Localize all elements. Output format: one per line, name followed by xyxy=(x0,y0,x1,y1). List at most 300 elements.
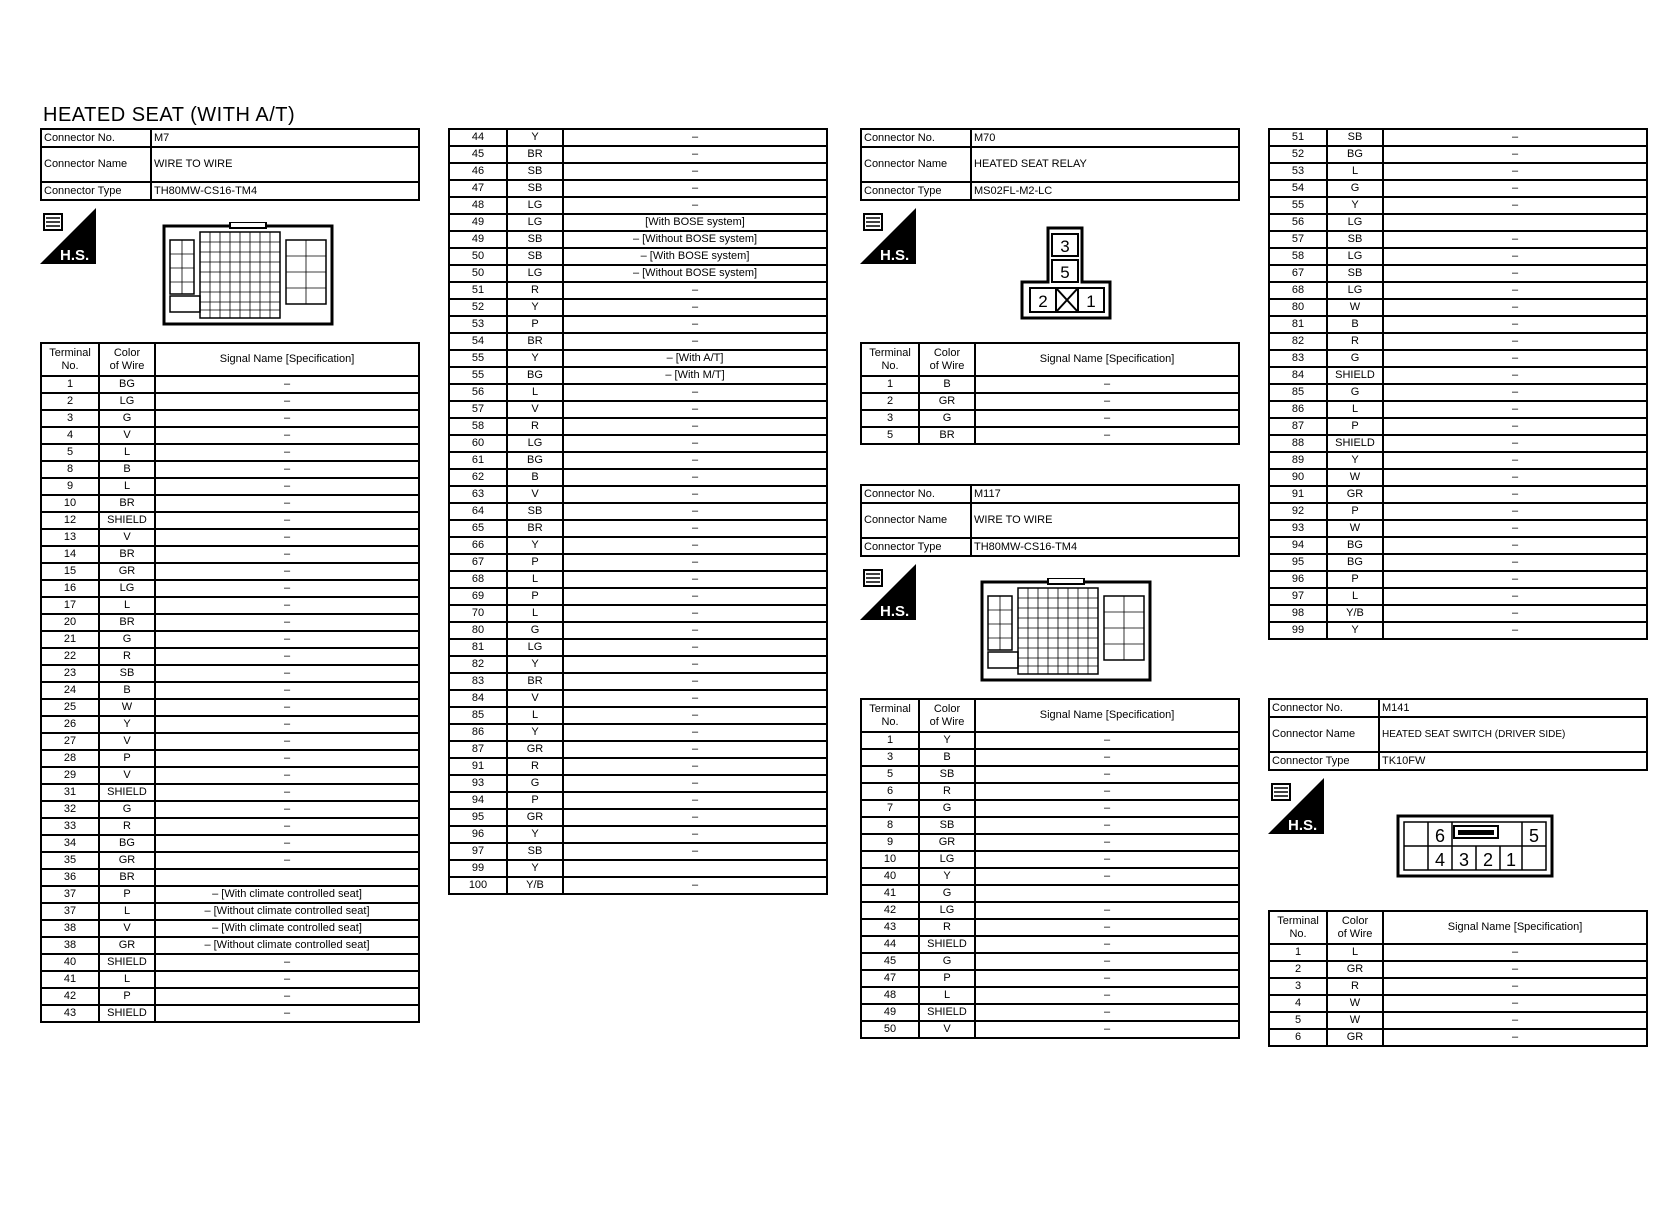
cell-signal: – xyxy=(563,520,827,537)
table-row xyxy=(41,818,419,835)
label-connector-no: Connector No. xyxy=(861,485,971,503)
cell-color: BG xyxy=(1327,554,1383,571)
cell-terminal: 55 xyxy=(1269,197,1327,214)
connector-no-value: M141 xyxy=(1379,699,1647,717)
cell-signal: – xyxy=(1383,944,1647,961)
cell-signal: – xyxy=(975,800,1239,817)
table-row xyxy=(41,852,419,869)
table-row xyxy=(861,732,1239,749)
table-row xyxy=(861,427,1239,444)
table-row xyxy=(861,800,1239,817)
cell-color: W xyxy=(1327,995,1383,1012)
pin-label: 6 xyxy=(1434,826,1446,846)
cell-terminal: 69 xyxy=(449,588,507,605)
cell-signal xyxy=(155,869,419,886)
cell-signal: – xyxy=(155,852,419,869)
cell-signal: – xyxy=(975,970,1239,987)
cell-color: SB xyxy=(1327,231,1383,248)
cell-terminal: 58 xyxy=(1269,248,1327,265)
cell-color: G xyxy=(99,410,155,427)
table-row xyxy=(449,163,827,180)
cell-terminal: 97 xyxy=(449,843,507,860)
cell-signal: – xyxy=(1383,180,1647,197)
cell-signal: – xyxy=(975,393,1239,410)
table-row xyxy=(449,826,827,843)
cell-color: Y/B xyxy=(1327,605,1383,622)
table-row xyxy=(41,886,419,903)
table-row xyxy=(41,682,419,699)
connector-type-value: TH80MW-CS16-TM4 xyxy=(151,182,419,200)
cell-signal: – xyxy=(975,749,1239,766)
table-row xyxy=(1269,622,1647,639)
table-row xyxy=(861,393,1239,410)
cell-terminal: 7 xyxy=(861,800,919,817)
cell-color: L xyxy=(507,384,563,401)
cell-signal: – xyxy=(155,801,419,818)
hs-label: H.S. xyxy=(60,247,90,264)
cell-color: L xyxy=(507,707,563,724)
cell-color: BG xyxy=(1327,146,1383,163)
cell-color: Y xyxy=(507,299,563,316)
cell-terminal: 49 xyxy=(449,214,507,231)
cell-signal: – xyxy=(155,393,419,410)
table-row xyxy=(449,724,827,741)
cell-signal: – xyxy=(563,605,827,622)
cell-color: L xyxy=(99,971,155,988)
cell-terminal: 37 xyxy=(41,886,99,903)
cell-signal: – xyxy=(975,766,1239,783)
cell-terminal: 2 xyxy=(861,393,919,410)
cell-terminal: 85 xyxy=(1269,384,1327,401)
cell-color: B xyxy=(99,682,155,699)
table-row xyxy=(861,987,1239,1004)
cell-color: L xyxy=(507,605,563,622)
table-body xyxy=(861,376,1239,444)
label-connector-name: Connector Name xyxy=(861,503,971,538)
cell-color: R xyxy=(1327,978,1383,995)
table-row xyxy=(1269,588,1647,605)
table-row xyxy=(449,452,827,469)
cell-color: SHIELD xyxy=(99,1005,155,1022)
cell-terminal: 94 xyxy=(449,792,507,809)
cell-color: Y xyxy=(507,724,563,741)
cell-color: Y xyxy=(507,826,563,843)
cell-signal: – xyxy=(563,316,827,333)
cell-signal: – xyxy=(1383,367,1647,384)
cell-color: V xyxy=(99,529,155,546)
cell-color: G xyxy=(919,885,975,902)
cell-color: W xyxy=(1327,299,1383,316)
cell-color: GR xyxy=(919,393,975,410)
table-row xyxy=(41,988,419,1005)
terminal-table-m117-b xyxy=(1268,128,1648,640)
table-row xyxy=(1269,180,1647,197)
cell-signal: – xyxy=(563,180,827,197)
table-row xyxy=(1269,469,1647,486)
cell-color: B xyxy=(507,469,563,486)
cell-terminal: 3 xyxy=(41,410,99,427)
table-row xyxy=(41,869,419,886)
cell-signal: – xyxy=(563,656,827,673)
table-body xyxy=(449,129,827,894)
cell-terminal: 51 xyxy=(449,282,507,299)
cell-terminal: 66 xyxy=(449,537,507,554)
cell-terminal: 34 xyxy=(41,835,99,852)
cell-terminal: 1 xyxy=(861,376,919,393)
cell-signal: – xyxy=(975,868,1239,885)
cell-signal: – xyxy=(155,461,419,478)
hs-icon xyxy=(1268,778,1324,834)
cell-color: V xyxy=(919,1021,975,1038)
pin-label: 1 xyxy=(1086,292,1096,311)
cell-color: BG xyxy=(99,376,155,393)
cell-signal: – xyxy=(975,1004,1239,1021)
table-row xyxy=(41,903,419,920)
table-row xyxy=(449,690,827,707)
cell-signal: – xyxy=(975,936,1239,953)
cell-signal: – xyxy=(563,129,827,146)
cell-signal: – xyxy=(563,469,827,486)
cell-color: LG xyxy=(1327,214,1383,231)
table-row xyxy=(449,231,827,248)
cell-color: BG xyxy=(507,367,563,384)
cell-color: BR xyxy=(919,427,975,444)
cell-terminal: 83 xyxy=(1269,350,1327,367)
cell-terminal: 4 xyxy=(41,427,99,444)
table-row xyxy=(449,656,827,673)
table-row xyxy=(449,758,827,775)
cell-terminal: 10 xyxy=(861,851,919,868)
cell-terminal: 65 xyxy=(449,520,507,537)
cell-terminal: 45 xyxy=(861,953,919,970)
cell-terminal: 81 xyxy=(449,639,507,656)
hs-icon xyxy=(860,564,916,620)
cell-signal: – xyxy=(563,758,827,775)
cell-color: L xyxy=(99,597,155,614)
cell-signal: – xyxy=(975,902,1239,919)
cell-terminal: 81 xyxy=(1269,316,1327,333)
cell-terminal: 5 xyxy=(41,444,99,461)
table-row xyxy=(1269,1029,1647,1046)
connector-m141-diagram xyxy=(1396,814,1554,883)
terminal-table-m141 xyxy=(1268,910,1648,1047)
cell-color: SB xyxy=(1327,265,1383,282)
cell-signal: – xyxy=(1383,537,1647,554)
cell-terminal: 27 xyxy=(41,733,99,750)
cell-terminal: 50 xyxy=(449,248,507,265)
cell-color: BR xyxy=(99,869,155,886)
table-row xyxy=(449,299,827,316)
table-row xyxy=(861,817,1239,834)
cell-terminal: 60 xyxy=(449,435,507,452)
cell-terminal: 1 xyxy=(1269,944,1327,961)
cell-terminal: 55 xyxy=(449,367,507,384)
table-row xyxy=(41,648,419,665)
cell-signal: – xyxy=(155,784,419,801)
table-row xyxy=(449,129,827,146)
cell-signal: – xyxy=(563,486,827,503)
table-body xyxy=(1269,129,1647,639)
cell-signal: – xyxy=(563,418,827,435)
cell-color: SB xyxy=(507,231,563,248)
connector-name-value: HEATED SEAT SWITCH (DRIVER SIDE) xyxy=(1379,717,1647,752)
table-row xyxy=(41,546,419,563)
cell-terminal: 1 xyxy=(861,732,919,749)
cell-terminal: 93 xyxy=(449,775,507,792)
cell-signal: – xyxy=(975,732,1239,749)
table-row xyxy=(1269,129,1647,146)
cell-terminal: 14 xyxy=(41,546,99,563)
cell-signal: – xyxy=(155,716,419,733)
hs-icon xyxy=(860,208,916,264)
cell-color: GR xyxy=(1327,961,1383,978)
header-color: Color of Wire xyxy=(919,343,975,376)
table-row xyxy=(41,614,419,631)
cell-terminal: 6 xyxy=(861,783,919,800)
cell-terminal: 42 xyxy=(861,902,919,919)
cell-color: P xyxy=(1327,571,1383,588)
cell-color: P xyxy=(99,988,155,1005)
cell-color: Y xyxy=(1327,622,1383,639)
cell-color: V xyxy=(507,486,563,503)
cell-color: SHIELD xyxy=(1327,367,1383,384)
cell-color: BR xyxy=(507,673,563,690)
header-signal: Signal Name [Specification] xyxy=(155,343,419,376)
table-row xyxy=(1269,333,1647,350)
cell-signal: – xyxy=(563,571,827,588)
cell-signal: – xyxy=(155,478,419,495)
cell-signal: – xyxy=(155,750,419,767)
table-row xyxy=(449,775,827,792)
cell-signal: – [Without BOSE system] xyxy=(563,265,827,282)
cell-color: LG xyxy=(99,580,155,597)
cell-terminal: 1 xyxy=(41,376,99,393)
cell-color: LG xyxy=(1327,282,1383,299)
cell-signal: – xyxy=(563,673,827,690)
cell-terminal: 44 xyxy=(861,936,919,953)
table-row xyxy=(449,418,827,435)
table-row xyxy=(449,384,827,401)
cell-terminal: 96 xyxy=(449,826,507,843)
header-terminal-no: Terminal No. xyxy=(41,343,99,376)
cell-terminal: 36 xyxy=(41,869,99,886)
cell-signal: – xyxy=(563,146,827,163)
pin-label: 2 xyxy=(1482,850,1494,870)
cell-color: SB xyxy=(507,843,563,860)
table-row xyxy=(1269,384,1647,401)
table-row xyxy=(1269,944,1647,961)
table-row xyxy=(41,478,419,495)
table-row xyxy=(1269,537,1647,554)
cell-terminal: 83 xyxy=(449,673,507,690)
label-connector-name: Connector Name xyxy=(861,147,971,182)
cell-terminal: 2 xyxy=(41,393,99,410)
cell-color: R xyxy=(919,919,975,936)
cell-signal: – xyxy=(155,410,419,427)
cell-signal: – xyxy=(155,988,419,1005)
cell-terminal: 8 xyxy=(41,461,99,478)
cell-terminal: 2 xyxy=(1269,961,1327,978)
connector-type-value: TK10FW xyxy=(1379,752,1647,770)
cell-color: SHIELD xyxy=(99,954,155,971)
table-row xyxy=(41,563,419,580)
cell-color: SB xyxy=(1327,129,1383,146)
cell-terminal: 6 xyxy=(1269,1029,1327,1046)
cell-color: Y xyxy=(507,860,563,877)
cell-terminal: 25 xyxy=(41,699,99,716)
header-color: Color of Wire xyxy=(919,699,975,732)
table-row xyxy=(41,597,419,614)
cell-color: R xyxy=(507,418,563,435)
cell-color: G xyxy=(919,800,975,817)
cell-signal: – [Without climate controlled seat] xyxy=(155,937,419,954)
cell-signal: – xyxy=(1383,129,1647,146)
cell-terminal: 84 xyxy=(1269,367,1327,384)
connector-m70 xyxy=(860,128,1240,201)
cell-color: L xyxy=(99,444,155,461)
cell-color: BR xyxy=(507,333,563,350)
table-row xyxy=(449,282,827,299)
cell-color: LG xyxy=(1327,248,1383,265)
cell-color: G xyxy=(1327,384,1383,401)
cell-terminal: 70 xyxy=(449,605,507,622)
cell-terminal: 5 xyxy=(861,766,919,783)
cell-color: G xyxy=(919,410,975,427)
cell-color: SHIELD xyxy=(1327,435,1383,452)
cell-signal xyxy=(563,860,827,877)
cell-color: R xyxy=(507,758,563,775)
table-row xyxy=(41,835,419,852)
cell-signal: – xyxy=(1383,503,1647,520)
cell-signal: – xyxy=(155,733,419,750)
cell-terminal: 63 xyxy=(449,486,507,503)
cell-signal: – xyxy=(563,792,827,809)
cell-color: GR xyxy=(1327,1029,1383,1046)
cell-color: SB xyxy=(919,766,975,783)
cell-signal: – xyxy=(975,1021,1239,1038)
connector-m70-info xyxy=(860,128,1240,201)
table-row xyxy=(1269,163,1647,180)
cell-signal: – xyxy=(1383,384,1647,401)
table-row xyxy=(1269,605,1647,622)
cell-color: Y xyxy=(507,537,563,554)
connector-m141 xyxy=(1268,698,1648,771)
table-row xyxy=(1269,571,1647,588)
cell-signal: – xyxy=(563,197,827,214)
cell-color: Y xyxy=(919,868,975,885)
table-row xyxy=(861,1021,1239,1038)
cell-terminal: 4 xyxy=(1269,995,1327,1012)
cell-color: LG xyxy=(507,265,563,282)
table-row xyxy=(449,707,827,724)
header-terminal-no: Terminal No. xyxy=(1269,911,1327,944)
connector-m7 xyxy=(40,128,420,201)
table-row xyxy=(449,605,827,622)
terminal-table-m117 xyxy=(860,698,1240,1039)
cell-signal: – xyxy=(563,333,827,350)
cell-color: V xyxy=(99,767,155,784)
table-row xyxy=(861,868,1239,885)
cell-terminal: 12 xyxy=(41,512,99,529)
cell-terminal: 38 xyxy=(41,937,99,954)
connector-type-value: TH80MW-CS16-TM4 xyxy=(971,538,1239,556)
table-row xyxy=(449,622,827,639)
cell-signal: – xyxy=(155,682,419,699)
cell-signal: – xyxy=(1383,520,1647,537)
cell-terminal: 67 xyxy=(449,554,507,571)
table-row xyxy=(41,495,419,512)
table-row xyxy=(1269,350,1647,367)
cell-terminal: 26 xyxy=(41,716,99,733)
table-body xyxy=(1269,944,1647,1046)
cell-color: R xyxy=(99,818,155,835)
cell-color: Y xyxy=(99,716,155,733)
cell-signal: – xyxy=(155,631,419,648)
table-row xyxy=(41,444,419,461)
cell-terminal: 99 xyxy=(449,860,507,877)
cell-terminal: 10 xyxy=(41,495,99,512)
table-row xyxy=(449,520,827,537)
cell-color: BR xyxy=(99,614,155,631)
table-row xyxy=(449,435,827,452)
cell-signal: – xyxy=(975,919,1239,936)
cell-color: GR xyxy=(507,809,563,826)
cell-terminal: 51 xyxy=(1269,129,1327,146)
cell-signal: – xyxy=(563,639,827,656)
table-row xyxy=(449,809,827,826)
cell-terminal: 40 xyxy=(41,954,99,971)
cell-color: R xyxy=(1327,333,1383,350)
cell-signal: – [With climate controlled seat] xyxy=(155,920,419,937)
table-row xyxy=(861,749,1239,766)
table-row xyxy=(41,665,419,682)
cell-color: W xyxy=(99,699,155,716)
cell-color: Y xyxy=(919,732,975,749)
header-signal: Signal Name [Specification] xyxy=(1383,911,1647,944)
table-row xyxy=(1269,197,1647,214)
cell-color: L xyxy=(1327,588,1383,605)
table-row xyxy=(41,376,419,393)
table-row xyxy=(861,766,1239,783)
cell-color: SB xyxy=(507,503,563,520)
cell-signal: – xyxy=(1383,333,1647,350)
table-row xyxy=(861,1004,1239,1021)
table-row xyxy=(449,146,827,163)
cell-terminal: 43 xyxy=(41,1005,99,1022)
connector-m117-info xyxy=(860,484,1240,557)
cell-terminal: 99 xyxy=(1269,622,1327,639)
cell-terminal: 42 xyxy=(41,988,99,1005)
cell-signal: – xyxy=(1383,961,1647,978)
table-row xyxy=(449,333,827,350)
table-row xyxy=(449,843,827,860)
cell-color: V xyxy=(99,733,155,750)
cell-color: SB xyxy=(507,248,563,265)
cell-color: LG xyxy=(919,851,975,868)
cell-color: R xyxy=(507,282,563,299)
table-row xyxy=(41,631,419,648)
connector-m117 xyxy=(860,484,1240,557)
cell-color: V xyxy=(507,690,563,707)
hs-icon xyxy=(40,208,96,264)
cell-color: G xyxy=(99,631,155,648)
table-row xyxy=(449,503,827,520)
cell-signal: – xyxy=(975,817,1239,834)
cell-signal: – xyxy=(155,563,419,580)
cell-terminal: 50 xyxy=(861,1021,919,1038)
cell-terminal: 68 xyxy=(449,571,507,588)
cell-signal: – xyxy=(1383,401,1647,418)
